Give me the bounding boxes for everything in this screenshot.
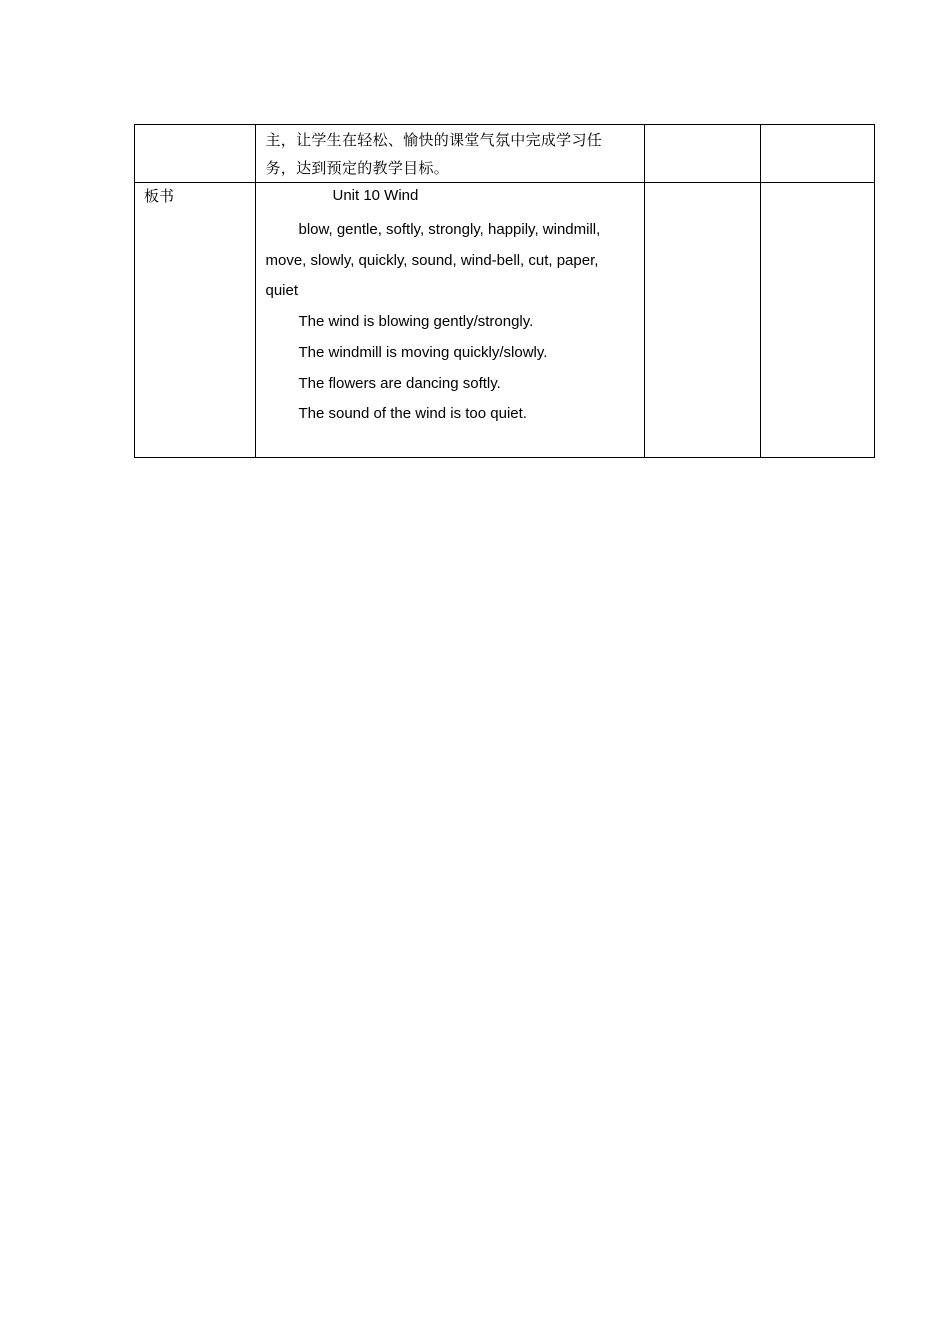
board-title: Unit 10 Wind — [332, 187, 419, 204]
sentence-line: The windmill is moving quickly/slowly. — [298, 343, 548, 361]
summary-line: 主，让学生在轻松、愉快的课堂气氛中完成学习任 — [265, 131, 603, 149]
table-row — [135, 183, 875, 458]
vocab-line: move, slowly, quickly, sound, wind-bell, cut, paper, — [265, 251, 599, 269]
table-cell-summary — [256, 125, 645, 183]
table-cell-blackboard — [256, 183, 645, 458]
sentence-line: The wind is blowing gently/strongly. — [298, 313, 534, 331]
summary-line: 务，达到预定的教学目标。 — [265, 159, 450, 177]
table-row — [135, 125, 875, 183]
table-cell-empty — [645, 183, 760, 458]
table-cell-empty — [760, 183, 875, 458]
table-cell-label — [135, 183, 256, 458]
vocab-line: quiet — [265, 282, 299, 300]
table-cell-empty — [135, 125, 256, 183]
lesson-plan-table — [134, 124, 875, 458]
vocab-line: blow, gentle, softly, strongly, happily, windmill, — [298, 221, 601, 238]
sentence-line: The sound of the wind is too quiet. — [298, 405, 527, 423]
sentence-line: The flowers are dancing softly. — [298, 374, 501, 392]
table-cell-empty — [645, 125, 760, 183]
table-cell-empty — [760, 125, 875, 183]
row-label: 板书 — [144, 187, 175, 205]
